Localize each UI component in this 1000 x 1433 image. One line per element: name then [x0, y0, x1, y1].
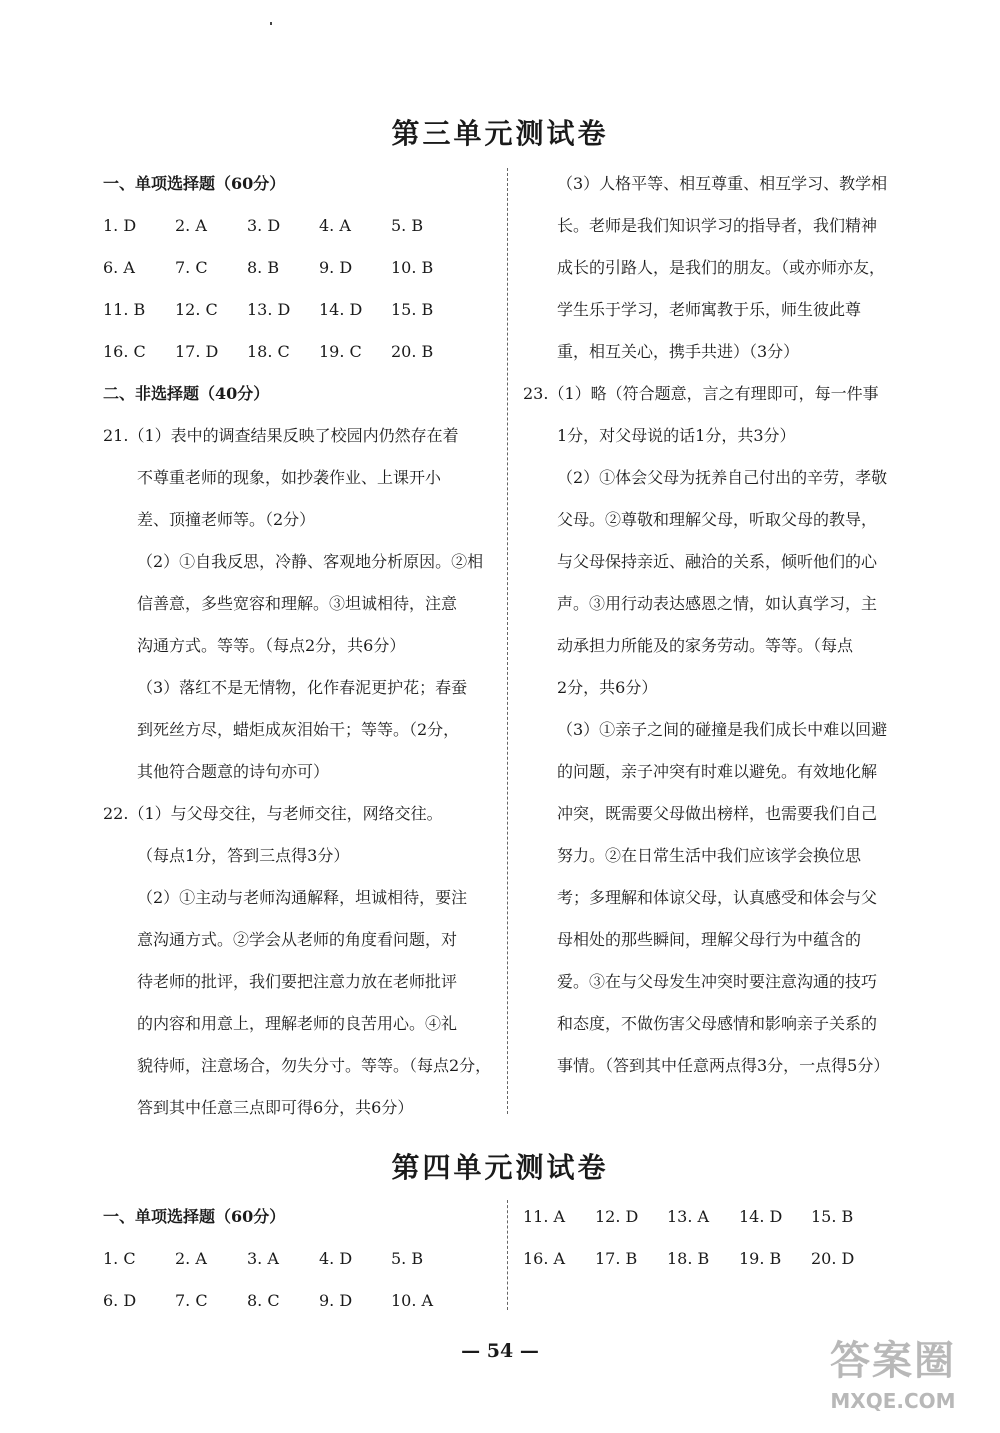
answer-line: 考；多理解和体谅父母，认真感受和体会与父: [557, 888, 878, 907]
answer-line: 长。老师是我们知识学习的指导者，我们精神: [557, 216, 878, 235]
answer-line: 努力。②在日常生活中我们应该学会换位思: [557, 846, 862, 865]
answer-line: 的内容和用意上，理解老师的良苦用心。④礼: [137, 1014, 458, 1033]
answer-line: 学生乐于学习，老师寓教于乐，师生彼此尊: [557, 300, 862, 319]
answer-line: 声。③用行动表达感恩之情，如认真学习，主: [557, 594, 878, 613]
mc-answer: 19. C: [319, 342, 362, 361]
answer-line: （2）①主动与老师沟通解释，坦诚相待，要注: [137, 888, 468, 907]
unit3-left-column: [103, 163, 498, 1129]
scan-speck: [270, 22, 272, 25]
answer-line: 事情。（答到其中任意两点得3分，一点得5分）: [557, 1056, 890, 1075]
answer-line: 母相处的那些瞬间，理解父母行为中蕴含的: [557, 930, 862, 949]
mc-answer: 6. A: [103, 258, 135, 277]
answer-line: 信善意，多些宽容和理解。③坦诚相待，注意: [137, 594, 458, 613]
unit4-left-column: [103, 1196, 498, 1322]
mc-answer: 12. C: [175, 300, 218, 319]
mc-answer: 16. A: [523, 1249, 566, 1268]
answer-line: （2）①自我反思，冷静、客观地分析原因。②相: [137, 552, 484, 571]
answer-line: 22.（1）与父母交往，与老师交往，网络交往。: [103, 804, 443, 823]
answer-line: 动承担力所能及的家务劳动。等等。（每点: [557, 636, 854, 655]
mc-answer: 15. B: [811, 1207, 854, 1226]
mc-answer-row: [103, 1238, 498, 1280]
answer-line: 父母。②尊敬和理解父母，听取父母的教导，: [557, 510, 878, 529]
mc-answer: 16. C: [103, 342, 146, 361]
column-divider-unit4: [507, 1200, 508, 1310]
mc-answer: 5. B: [391, 1249, 424, 1268]
answer-line: （3）①亲子之间的碰撞是我们成长中难以回避: [557, 720, 888, 739]
mc-answer: 4. A: [319, 216, 351, 235]
mc-answer: 13. D: [247, 300, 291, 319]
mc-answer: 3. D: [247, 216, 281, 235]
answer-line: 1分，对父母说的话1分，共3分）: [557, 426, 796, 445]
answer-line: 与父母保持亲近、融洽的关系，倾听他们的心: [557, 552, 878, 571]
unit4-left-mc-answers: [103, 1238, 498, 1322]
unit4-right-column: [523, 1196, 918, 1280]
column-divider: [507, 168, 508, 1114]
mc-answer: 12. D: [595, 1207, 639, 1226]
answer-line: 到死丝方尽，蜡炬成灰泪始干；等等。（2分，: [137, 720, 460, 739]
mc-answer: 20. B: [391, 342, 434, 361]
mc-answer: 17. D: [175, 342, 219, 361]
unit3-title: 第三单元测试卷: [391, 117, 609, 150]
mc-answer: 2. A: [175, 1249, 207, 1268]
mc-answer: 17. B: [595, 1249, 638, 1268]
mc-answer: 7. C: [175, 258, 208, 277]
mc-answer: 15. B: [391, 300, 434, 319]
answer-line: 不尊重老师的现象，如抄袭作业、上课开小: [137, 468, 442, 487]
mc-answer: 10. A: [391, 1291, 434, 1310]
answer-line: 冲突，既需要父母做出榜样，也需要我们自己: [557, 804, 878, 823]
mc-answer-row: [523, 1238, 918, 1280]
mc-answer: 2. A: [175, 216, 207, 235]
mc-answer: 5. B: [391, 216, 424, 235]
mc-answer-row: [103, 247, 498, 289]
answer-line: 待老师的批评，我们要把注意力放在老师批评: [137, 972, 458, 991]
answer-line: 成长的引路人，是我们的朋友。（或亦师亦友，: [557, 258, 886, 277]
page-number: — 54 —: [461, 1340, 539, 1362]
unit4-title: 第四单元测试卷: [391, 1151, 609, 1184]
answer-line: （每点1分，答到三点得3分）: [137, 846, 350, 865]
answer-line: （3）落红不是无情物，化作春泥更护花；春蚕: [137, 678, 468, 697]
mc-answer: 3. A: [247, 1249, 279, 1268]
mc-answer: 10. B: [391, 258, 434, 277]
answer-line: 意沟通方式。②学会从老师的角度看问题，对: [137, 930, 458, 949]
mc-answer-row: [103, 289, 498, 331]
answer-line: 23.（1）略（符合题意，言之有理即可，每一件事: [523, 384, 879, 403]
site-watermark-logo: [798, 1335, 988, 1425]
section2-heading: 二、非选择题（40分）: [103, 384, 270, 403]
watermark-line2: MXQE.COM: [830, 1389, 956, 1413]
mc-answer-row: [103, 1280, 498, 1322]
watermark-line1: 答案圈: [830, 1338, 956, 1384]
unit4-section1-heading: 一、单项选择题（60分）: [103, 1207, 286, 1226]
mc-answer: 7. C: [175, 1291, 208, 1310]
answer-line: 重，相互关心，携手共进）（3分）: [557, 342, 800, 361]
mc-answer: 4. D: [319, 1249, 353, 1268]
answer-line: 爱。③在与父母发生冲突时要注意沟通的技巧: [557, 972, 878, 991]
answer-line: 答到其中任意三点即可得6分，共6分）: [137, 1098, 414, 1117]
mc-answer: 9. D: [319, 1291, 353, 1310]
unit3-right-answers: [523, 163, 918, 1087]
answer-line: 和态度，不做伤害父母感情和影响亲子关系的: [557, 1014, 878, 1033]
mc-answer: 18. B: [667, 1249, 710, 1268]
answer-line: （3）人格平等、相互尊重、相互学习、教学相: [557, 174, 888, 193]
mc-answer-row: [523, 1196, 918, 1238]
mc-answer: 8. C: [247, 1291, 280, 1310]
answer-line: 沟通方式。等等。（每点2分，共6分）: [137, 636, 406, 655]
answer-line: 差、顶撞老师等。（2分）: [137, 510, 316, 529]
mc-answer: 8. B: [247, 258, 280, 277]
answer-line: 貌待师，注意场合，勿失分寸。等等。（每点2分，: [137, 1056, 492, 1075]
section1-heading: 一、单项选择题（60分）: [103, 174, 286, 193]
mc-answer: 11. B: [103, 300, 146, 319]
mc-answer: 6. D: [103, 1291, 137, 1310]
mc-answer: 20. D: [811, 1249, 855, 1268]
mc-answer: 14. D: [319, 300, 363, 319]
mc-answer: 19. B: [739, 1249, 782, 1268]
answer-line: （2）①体会父母为抚养自己付出的辛劳，孝敬: [557, 468, 888, 487]
mc-answer: 1. D: [103, 216, 137, 235]
mc-answer-row: [103, 331, 498, 373]
unit3-left-answers: [103, 415, 498, 1129]
mc-answer: 1. C: [103, 1249, 136, 1268]
mc-answer: 11. A: [523, 1207, 566, 1226]
mc-answer-row: [103, 205, 498, 247]
unit4-right-mc-answers: [523, 1196, 918, 1280]
answer-line: 21.（1）表中的调查结果反映了校园内仍然存在着: [103, 426, 459, 445]
unit3-right-column: [523, 163, 918, 1087]
answer-line: 的问题，亲子冲突有时难以避免。有效地化解: [557, 762, 878, 781]
answer-line: 其他符合题意的诗句亦可）: [137, 762, 330, 781]
mc-answer: 13. A: [667, 1207, 710, 1226]
unit3-mc-answers: [103, 205, 498, 373]
mc-answer: 14. D: [739, 1207, 783, 1226]
answer-line: 2分，共6分）: [557, 678, 658, 697]
mc-answer: 18. C: [247, 342, 290, 361]
mc-answer: 9. D: [319, 258, 353, 277]
